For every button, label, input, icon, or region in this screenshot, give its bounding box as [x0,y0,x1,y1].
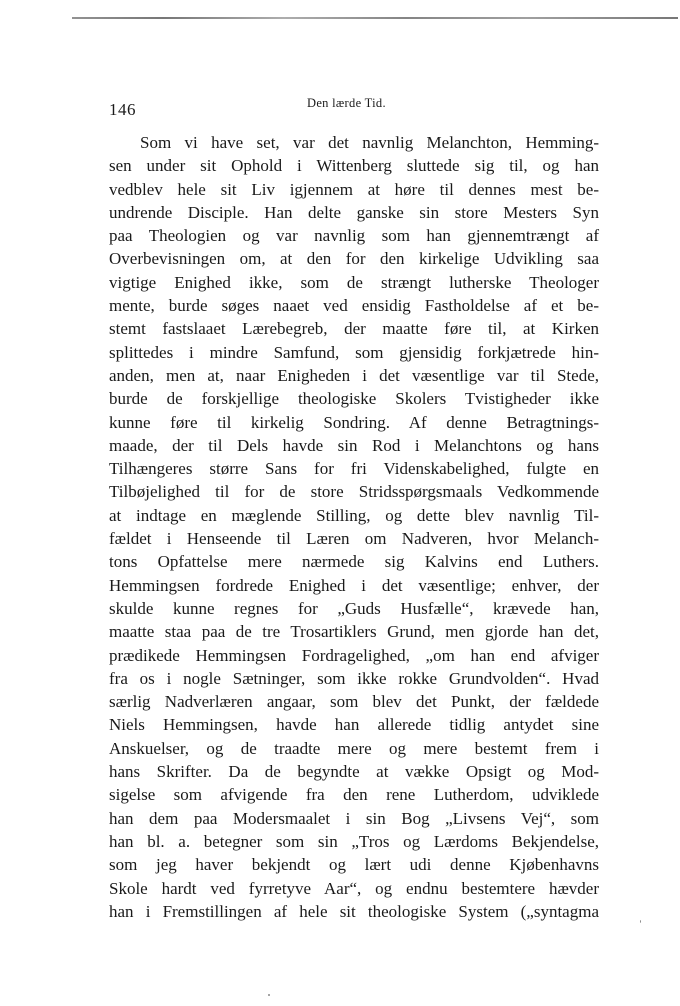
text-line: splittedes i mindre Samfund, som gjensidig forkjætrede hin- [109,342,599,362]
text-line: stemt fastslaaet Lærebegreb, der maatte føre til, at Kirken [109,319,599,339]
text-line: sigelse som afvigende fra den rene Lutherdom, udviklede [109,785,599,805]
text-line: undrende Disciple. Han delte ganske sin store Mesters Syn [109,202,599,222]
text-line: som jeg haver bekjendt og lært udi denne Kjøbenhavns [109,855,599,875]
text-line: Tilbøjelighed til for de store Stridsspørgsmaals Vedkommende [109,482,599,502]
text-line: hans Skrifter. Da de begyndte at vække Opsigt og Mod- [109,762,599,782]
text-line: maade, der til Dels havde sin Rod i Melanchtons og hans [109,435,599,455]
text-line: fra os i nogle Sætninger, som ikke rokke Grundvolden“. Hvad [109,668,599,688]
body-paragraph [109,131,599,923]
text-line: Anskuelser, og de traadte mere og mere bestemt frem i [109,738,599,758]
text-line: burde de forskjellige theologiske Skolers Tvistigheder ikke [109,389,599,409]
scan-speck [268,994,270,996]
text-line: anden, men at, naar Enigheden i det væsentlige var til Stede, [109,365,599,385]
page-header [109,96,599,120]
text-line: fældet i Henseende til Læren om Nadveren, hvor Melanch- [109,529,599,549]
text-line: vigtige Enighed ikke, som de strængt lutherske Theologer [109,272,599,292]
scan-edge-line [72,17,678,19]
text-line: tons Opfattelse mere nærmede sig Kalvins end Luthers. [109,552,599,572]
text-line: Skole hardt ved fyrretyve Aar“, og endnu bestemtere hævder [109,878,599,898]
page-number: 146 [109,100,136,119]
text-line: paa Theologien og var navnlig som han gjennemtrængt af [109,226,599,246]
scan-speck [640,920,641,923]
text-line: han bl. a. betegner som sin „Tros og Lærdoms Bekjendelse, [109,831,599,851]
text-line: maatte staa paa de tre Trosartiklers Grund, men gjorde han det, [109,622,599,642]
text-line: Tilhængeres større Sans for fri Videnskabelighed, fulgte en [109,459,599,479]
text-line: særlig Nadverlæren angaar, som blev det Punkt, der fældede [109,692,599,712]
text-line: han dem paa Modersmaalet i sin Bog „Livsens Vej“, som [109,808,599,828]
text-line: sen under sit Ophold i Wittenberg sluttede sig til, og han [109,156,599,176]
text-line: vedblev hele sit Liv igjennem at høre til dennes mest be- [109,179,599,199]
text-line: skulde kunne regnes for „Guds Husfælle“, krævede han, [109,598,599,618]
text-line: Niels Hemmingsen, havde han allerede tidlig antydet sine [109,715,599,735]
text-line: kunne føre til kirkelig Sondring. Af denne Betragtnings- [109,412,599,432]
text-line: at indtage en mæglende Stilling, og dette blev navnlig Til- [109,505,599,525]
text-line: Hemmingsen fordrede Enighed i det væsentlige; enhver, der [109,575,599,595]
text-line: han i Fremstillingen af hele sit theologiske System („syntagma [109,901,599,921]
text-line: mente, burde søges naaet ved ensidig Fastholdelse af et be- [109,296,599,316]
text-line: Overbevisningen om, at den for den kirkelige Udvikling saa [109,249,599,269]
text-line: prædikede Hemmingsen Fordragelighed, „om han end afviger [109,645,599,665]
text-line: Som vi have set, var det navnlig Melanchton, Hemming- [140,133,599,152]
running-title: Den lærde Tid. [307,96,386,110]
